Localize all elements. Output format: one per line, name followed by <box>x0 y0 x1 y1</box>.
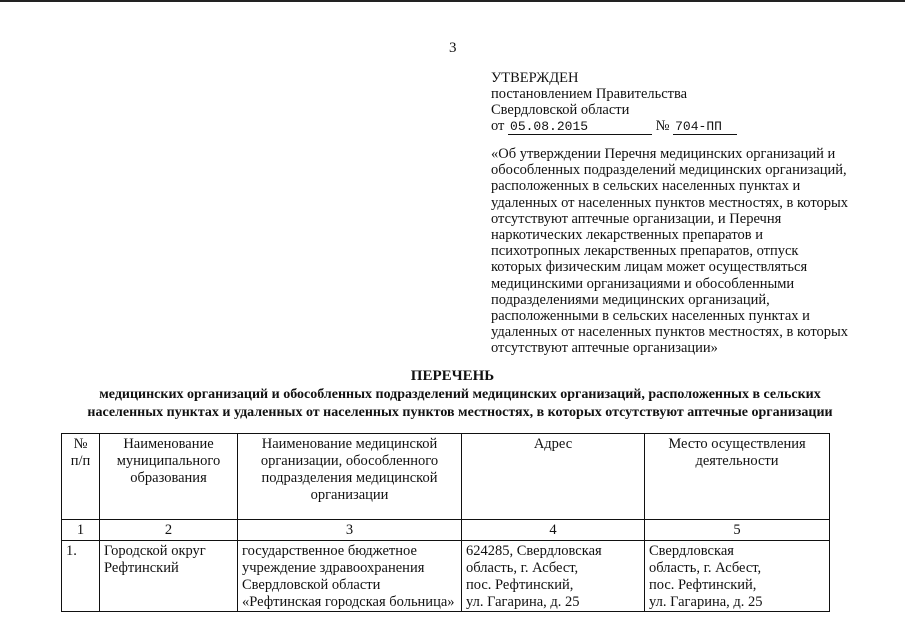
column-number: 5 <box>645 520 830 541</box>
approval-title-line: наркотических лекарственных препаратов и <box>491 227 763 244</box>
page-top-edge <box>0 0 905 2</box>
row-municipality: Городской округ Рефтинский <box>100 541 238 612</box>
approval-title-line: подразделениями медицинских организаций, <box>491 291 770 308</box>
approval-title-line: обособленных подразделений медицинских организаций, <box>491 162 847 179</box>
approval-title-line: которых физическим лицам может осуществляться <box>491 259 808 276</box>
approval-title-line: «Об утверждении Перечня медицинских организаций и <box>491 146 836 162</box>
approval-status: УТВЕРЖДЕН <box>491 70 579 86</box>
approval-date-number <box>491 118 881 135</box>
approval-title-line: медицинскими организациями и обособленными <box>491 275 795 292</box>
approval-title-line: психотропных лекарственных препаратов, отпуск <box>491 243 799 260</box>
number-prefix: № <box>655 118 670 134</box>
column-number: 4 <box>462 520 645 541</box>
approval-title-line: расположенных в сельских населенных пунктах и <box>491 178 801 195</box>
approval-title-line: отсутствуют аптечные организации» <box>491 340 718 357</box>
header-place: Место осуществления деятельности <box>645 434 830 520</box>
column-number: 2 <box>100 520 238 541</box>
row-address: 624285, Свердловская область, г. Асбест, пос. Рефтинский, ул. Гагарина, д. 25 <box>462 541 645 612</box>
subheading-line: медицинских организаций и обособленных подразделений медицинских организаций, расположенных в сельских <box>99 387 821 402</box>
header-address: Адрес <box>462 434 645 520</box>
approval-block <box>491 70 881 135</box>
approval-by-line-1: постановлением Правительства <box>491 86 688 102</box>
approval-title-line: удаленных от населенных пунктов местностях, в которых <box>491 324 848 341</box>
approval-title-line: удаленных от населенных пунктов местностях, в которых <box>491 194 848 211</box>
column-number: 1 <box>62 520 100 541</box>
table-row <box>62 541 830 612</box>
document-heading: ПЕРЕЧЕНЬ <box>410 368 495 384</box>
row-organization: государственное бюджетное учреждение здравоохранения Свердловской области «Рефтинская городская больница» <box>238 541 462 612</box>
page-number: 3 <box>449 40 457 56</box>
header-municipality: Наименование муниципального образования <box>100 434 238 520</box>
column-number-row <box>62 520 830 541</box>
date-value: 05.08.2015 <box>508 120 652 135</box>
approval-title <box>491 146 876 357</box>
row-number: 1. <box>62 541 100 612</box>
number-value: 704-ПП <box>673 120 737 135</box>
document-subheading <box>40 386 880 421</box>
approval-by-line-2: Свердловской области <box>491 102 630 118</box>
approval-title-line: отсутствуют аптечные организации, и Перечня <box>491 210 782 227</box>
header-organization: Наименование медицинской организации, обособленного подразделения медицинской организации <box>238 434 462 520</box>
table-header-row <box>62 434 830 520</box>
date-prefix: от <box>491 118 505 134</box>
header-number: № п/п <box>62 434 100 520</box>
approval-title-line: расположенными в сельских населенных пунктах и <box>491 308 810 325</box>
row-place: Свердловская область, г. Асбест, пос. Рефтинский, ул. Гагарина, д. 25 <box>645 541 830 612</box>
subheading-line: населенных пунктах и удаленных от населенных пунктов местностях, в которых отсутствуют аптечные организации <box>87 404 833 420</box>
column-number: 3 <box>238 520 462 541</box>
organizations-table <box>61 433 830 612</box>
